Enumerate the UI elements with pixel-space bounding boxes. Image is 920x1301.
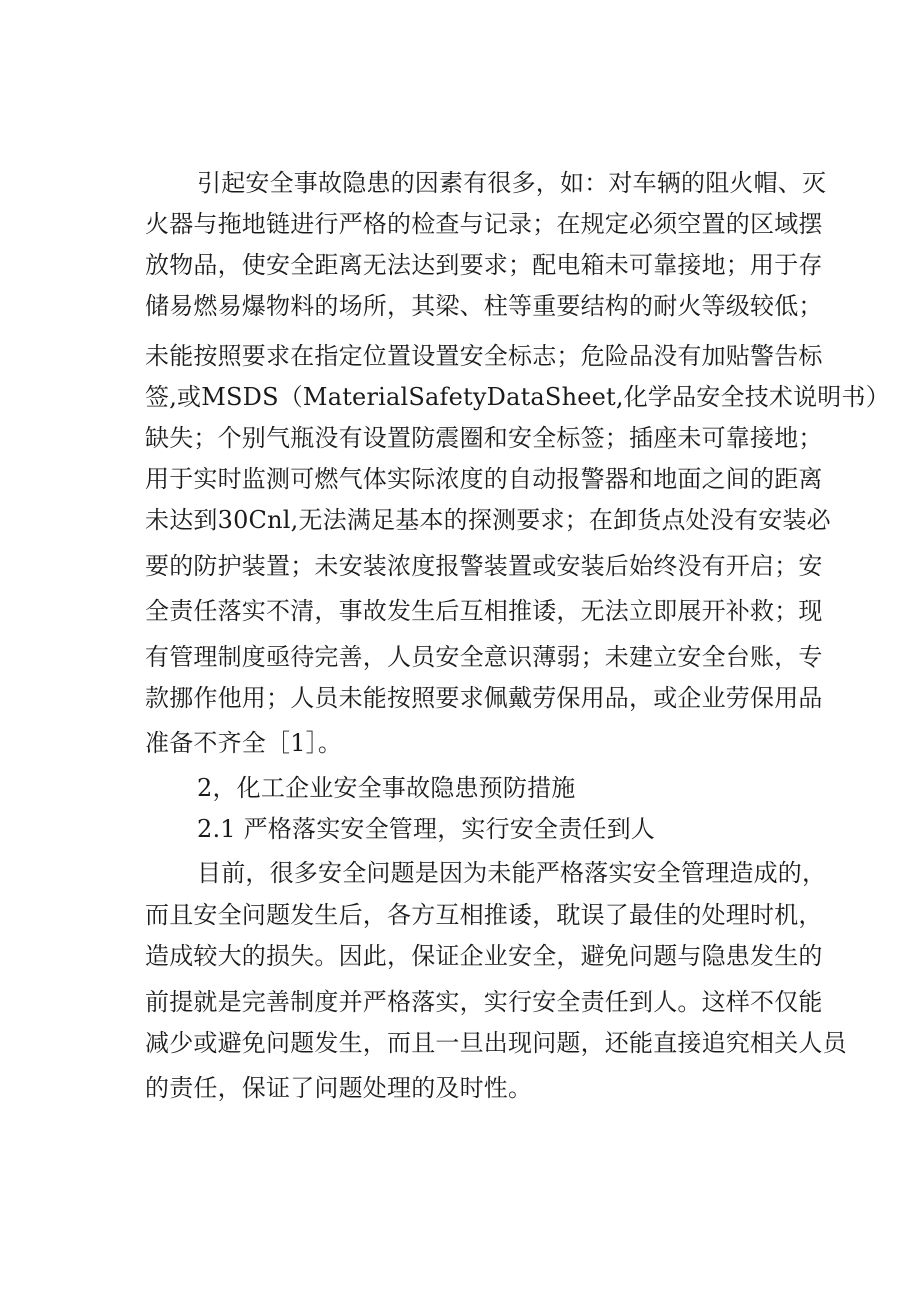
text-line: 要的防护装置；未安装浓度报警装置或安装后始终没有开启；安 [145,552,823,580]
text-line: 的责任，保证了问题处理的及时性。 [145,1074,533,1102]
text-line: 放物品，使安全距离无法达到要求；配电箱未可靠接地；用于存 [145,251,823,279]
text-line: 储易燃易爆物料的场所，其梁、柱等重要结构的耐火等级较低； [145,292,823,320]
text-line: 准备不齐全［1］。 [145,729,343,757]
section-heading: 2，化工企业安全事故隐患预防措施 [197,774,576,802]
text-line: 减少或避免问题发生，而且一旦出现问题，还能直接追究相关人员 [145,1029,847,1057]
text-line: 全责任落实不清，事故发生后互相推诿，无法立即展开补救；现 [145,597,823,625]
text-line: 未能按照要求在指定位置设置安全标志；危险品没有加贴警告标 [145,342,823,370]
text-line: 火器与拖地链进行严格的检查与记录；在规定必须空置的区域摆 [145,210,823,238]
text-line: 有管理制度亟待完善，人员安全意识薄弱；未建立安全台账，专 [145,643,823,671]
text-line: 引起安全事故隐患的因素有很多，如：对车辆的阻火帽、灭 [197,169,827,197]
text-line: 前提就是完善制度并严格落实，实行安全责任到人。这样不仅能 [145,988,823,1016]
text-line: 缺失；个别气瓶没有设置防震圈和安全标签；插座未可靠接地； [145,424,823,452]
text-line: 造成较大的损失。因此，保证企业安全，避免问题与隐患发生的 [145,942,823,970]
text-line: 签,或MSDS（MaterialSafetyDataSheet,化学品安全技术说明书） [145,383,890,411]
text-line: 款挪作他用；人员未能按照要求佩戴劳保用品，或企业劳保用品 [145,684,823,712]
text-line: 用于实时监测可燃气体实际浓度的自动报警器和地面之间的距离 [145,465,823,493]
text-line: 目前，很多安全问题是因为未能严格落实安全管理造成的， [197,859,827,887]
text-line: 未达到30Cnl,无法满足基本的探测要求；在卸货点处没有安装必 [145,506,831,534]
text-line: 而且安全问题发生后，各方互相推诿，耽误了最佳的处理时机， [145,901,823,929]
subsection-heading: 2.1 严格落实安全管理，实行安全责任到人 [197,815,655,843]
